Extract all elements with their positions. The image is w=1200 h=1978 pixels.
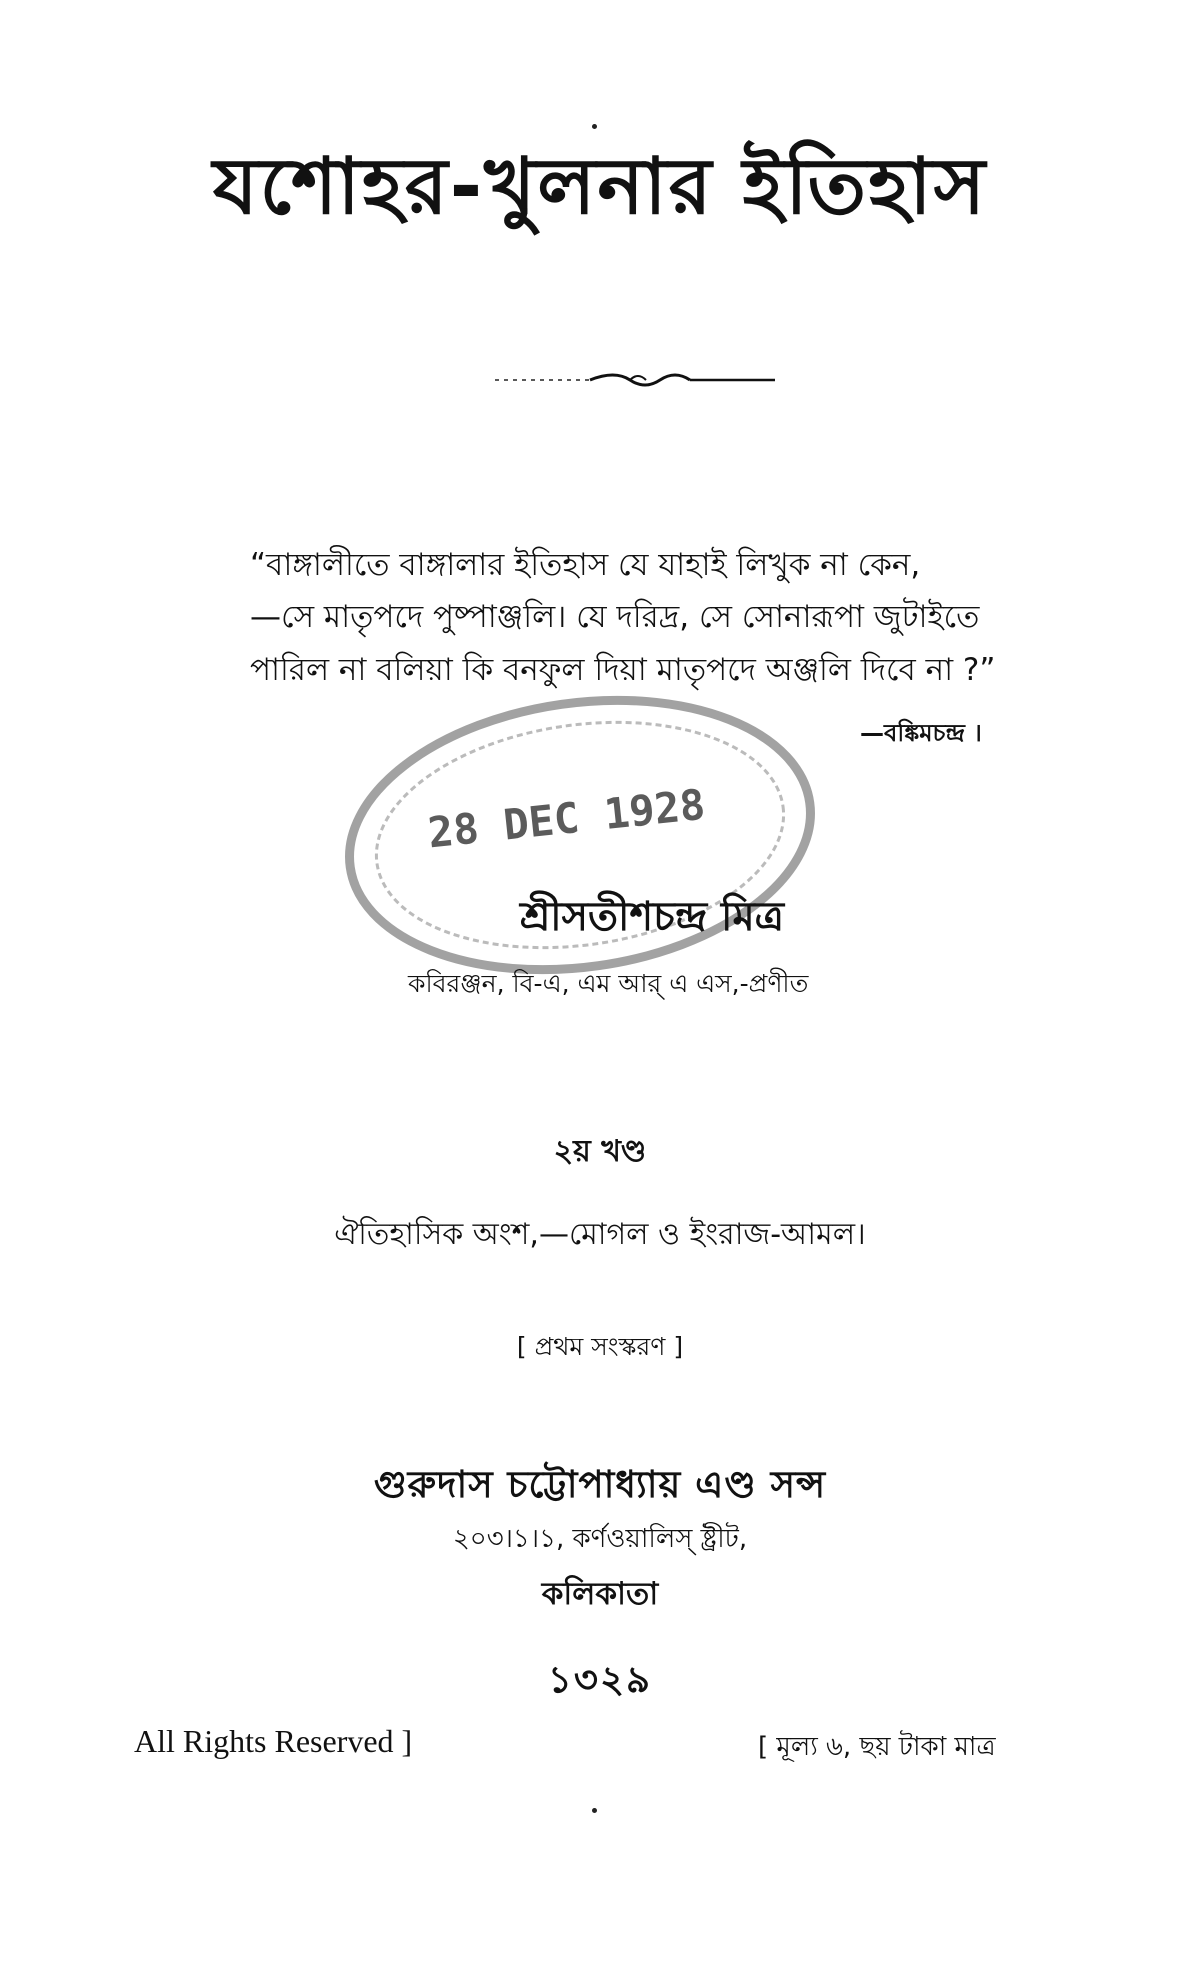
epigraph-line-3: পারিল না বলিয়া কি বনফুল দিয়া মাতৃপদে অঞ্জলি দিবে না ?” [250,652,996,688]
publisher-name: গুরুদাস চট্টোপাধ্যায় এণ্ড সন্স [373,1463,827,1506]
ornament-divider-icon [490,360,780,400]
top-dot-mark [592,124,597,129]
stamp-date: 28 DEC 1928 [425,779,708,858]
epigraph-line-2: —সে মাতৃপদে পুষ্পাঞ্জলি। যে দরিদ্র, সে সোনারূপা জুটাইতে [250,599,980,635]
author-credential: কবিরঞ্জন, বি-এ, এম আর্ এ এস,-প্রণীত [408,969,809,998]
epigraph-attribution: —বঙ্কিমচন্দ্র । [860,719,982,747]
edition-label: [ প্রথম সংস্করণ ] [516,1332,684,1361]
epigraph-line-1: “বাঙ্গালীতে বাঙ্গালার ইতিহাস যে যাহাই লিখুক না কেন, [250,547,921,583]
book-subtitle: ঐতিহাসিক অংশ,—মোগল ও ইংরাজ-আমল। [334,1217,866,1252]
book-title: যশোহর-খুলনার ইতিহাস [212,142,988,232]
author-name: শ্রীসতীশচন্দ্র মিত্র [520,894,785,940]
volume-label: ২য় খণ্ড [553,1134,647,1169]
rights-notice: All Rights Reserved ] [134,1723,413,1759]
publisher-address: ২০৩।১।১, কর্ণওয়ালিস্ ষ্ট্রীট, [452,1524,748,1554]
bottom-dot-mark [592,1808,597,1813]
publication-year: ১৩২৯ [547,1658,653,1701]
price-notice: [ মূল্য ৬, ছয় টাকা মাত্র [758,1732,996,1762]
publisher-city: কলিকাতা [541,1576,659,1612]
